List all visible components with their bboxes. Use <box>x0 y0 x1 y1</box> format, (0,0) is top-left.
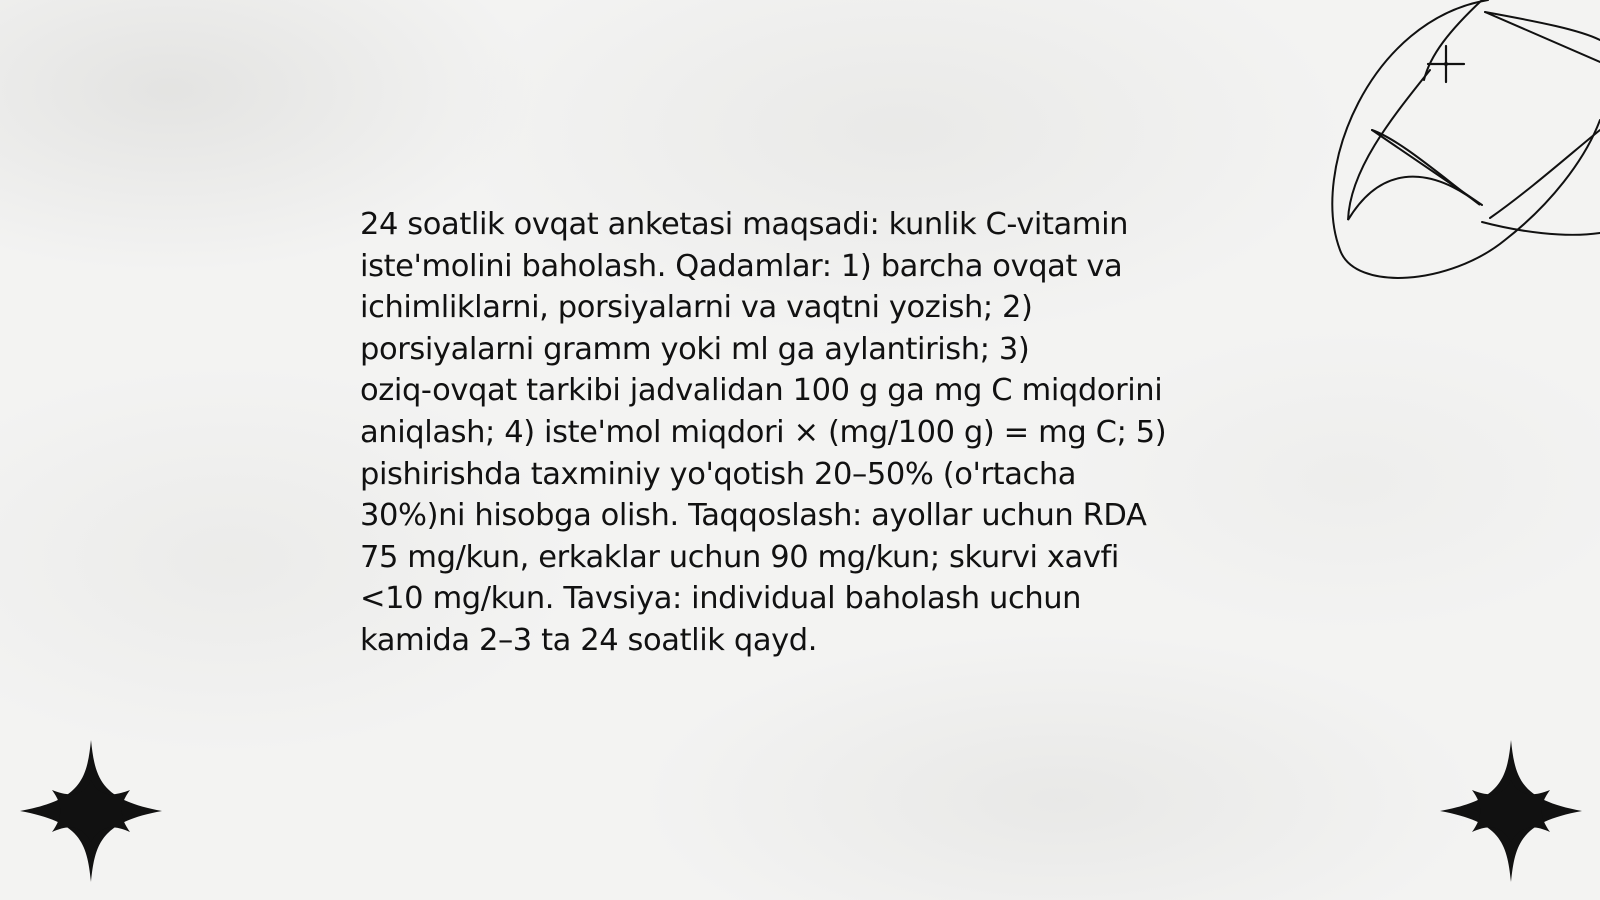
body-text: 24 soatlik ovqat anketasi maqsadi: kunlik C-vitamin iste'molini baholash. Qadamlar: 1) barcha ovqat va ichimliklarni, porsiyalarni va vaqtni yozish; 2) porsiyalarni gramm yoki ml ga aylantirish; 3) oziq-ovqat tarkibi jadvalidan 100 g ga mg C miqdorini aniqlash; 4) iste'mol miqdori × (mg/100 g) = mg C; 5) pishirishda taxminiy yo'qotish 20–50% (o'rtacha 30%)ni hisobga olish. Taqqoslash: ayollar uchun RDA 75 mg/kun, erkaklar uchun 90 mg/kun; skurvi xavfi <10 mg/kun. Tavsiya: individual baholash uchun kamida 2–3 ta 24 soatlik qayd. <box>360 207 1167 658</box>
sparkle-outline-icon <box>1426 44 1466 84</box>
four-point-star-icon <box>1440 740 1582 882</box>
four-point-star-icon <box>20 740 162 882</box>
